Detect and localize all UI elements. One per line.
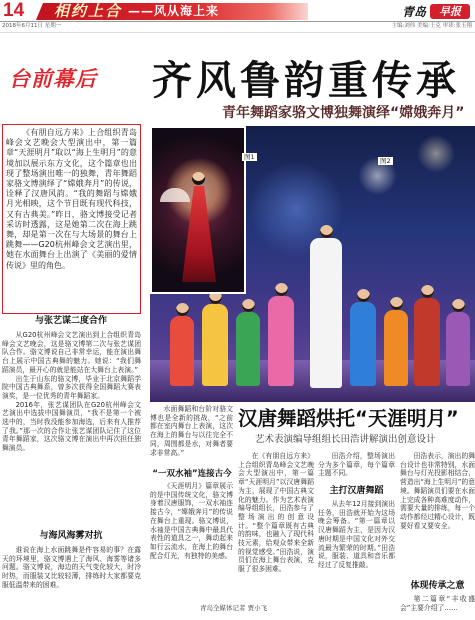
article-column	[318, 500, 395, 602]
intro-box	[2, 124, 141, 314]
main-headline: 齐风鲁韵重传承	[152, 58, 460, 104]
performer-figure	[268, 296, 294, 386]
subheading-water-sleeve: “一双水袖”连接古今	[152, 469, 232, 479]
performer-figure	[202, 304, 228, 386]
article-column	[150, 482, 233, 602]
header-rule	[0, 21, 475, 22]
performer-figure	[350, 302, 376, 386]
performer-figure	[236, 312, 260, 386]
body-paragraph: 田浩介绍，整场演出分为多个篇章，每个篇章主题不同。	[318, 452, 395, 478]
second-headline: 汉唐舞蹈烘托“天涯明月”	[238, 407, 459, 430]
page-number: 14	[3, 0, 25, 21]
subheading-han-tang: 主打汉唐舞蹈	[329, 486, 384, 496]
body-paragraph: 水面舞蹈和台阶对骆文博也是全新的挑战，“之前都在室内舞台上表演，这次在海上的舞台与以往完全不同，周围都是水，对舞者要求非常高。”	[150, 405, 233, 457]
main-subheadline: 青年舞蹈家骆文博独舞演绎“嫦娥奔月”	[222, 105, 465, 121]
performer-figure	[384, 310, 408, 386]
body-paragraph: 谁说在海上水面跳舞是件容易的事？在露天的环境里，骆文博遇上了海风、海雾等诸多问题。骆文博说，海边的天气变化较大，时冷时热，而服装又比较轻薄，排练时大家都要克服低温带来的困难。	[2, 546, 141, 589]
body-paragraph: 在《有朋自远方来》上合组织青岛峰会文艺晚会大型演出中，第一篇章“天涯明月”以汉唐舞蹈为主，展现了中国古典文化的魅力。作为艺术表演编导组组长，田浩参与了整场演出的创意设计。“整个篇章既有古典的韵味，也融入了现代科技元素，给观众带来全新的视觉感受。”田浩说，演员们在海上舞台表演，克服了很多困难。	[238, 452, 314, 574]
article-column	[150, 405, 233, 468]
article-column	[318, 452, 395, 485]
paper-logo-text: 青岛	[402, 5, 427, 19]
body-paragraph: 从去年12月接到演出任务，田浩就开始为这场晚会筹备。“第一篇章以汉唐舞蹈为主，是因为汉唐时期是中国文化对外交流最为繁荣的时期。”田浩说，服装、道具和音乐都经过了反复推敲。	[318, 500, 395, 569]
stage-photo	[150, 126, 475, 402]
photo-label-2: 图2	[380, 157, 391, 165]
subheading-wind-fog: 与海风海雾对抗	[39, 531, 103, 541]
banner-subtitle: ——风从海上来	[128, 4, 220, 18]
article-column	[400, 452, 475, 580]
second-subheadline: 艺术表演编导组组长田浩讲解演出创意设计	[255, 434, 436, 445]
body-paragraph: 田浩表示，演出的舞台设计也非常特别，水面舞台与灯光投影相结合，营造出“海上生明月”的意境。舞蹈演员们要在水面上完成各种高难度动作，需要大量的排练，每一个动作都经过精心设计，既要好看又要安全。	[400, 452, 475, 530]
performer-figure	[414, 298, 440, 386]
body-paragraph: 出生于山东的骆文博，毕业于北京舞蹈学院中国古典舞系，曾多次获得全国舞蹈大赛表演奖，是一位优秀的青年舞蹈家。	[2, 374, 141, 400]
intro-paragraph: 《有朋自远方来》上合组织青岛峰会文艺晚会大型演出中，第一篇章“天涯明月”取以“海上生明月”的意境加以展示东方文化，这个篇章也出现了整场演出唯一的独舞，青年舞蹈家骆文博演绎了“嫦娥奔月”的传说，诠释了汉唐风韵。“我的舞蹈与嫦娥月光相映，这个节目既有现代科技，又有古典美。”昨日，骆文博接受记者采访时透露，这是她第二次在海上跳舞，却是第一次在与大场景的舞台上跳舞——G20杭州峰会文艺演出里，她在水面舞台上出演了《美丽的爱情传说》里的角色。	[6, 128, 137, 270]
body-paragraph: 第二篇章“丰收盛会”主要介绍了……	[400, 595, 475, 612]
paper-logo-badge: 早报	[430, 4, 470, 19]
section-label: 台前幕后	[9, 67, 97, 91]
article-column	[238, 452, 314, 600]
dancer-head	[192, 172, 205, 185]
subheading-heritage: 体现传承之意	[410, 581, 465, 591]
performer-figure	[310, 238, 342, 388]
issue-date: 2018年6月11日 星期一	[2, 23, 62, 29]
body-paragraph: 2016年，张艺谋团队在G20杭州峰会文艺演出中选拔中国舞演员，“我不是第一个被选中的，当时我没能参加海选，后来有人推荐了我。”那一次的合作让张艺谋团队记住了这位青年舞蹈家，这次骆文博在演出中再次担任独舞演员。	[2, 400, 141, 453]
body-paragraph: 《天涯明月》篇章展示的是中国传统文化，骆文博身着汉唐服饰，一双水袖连接古今，“嫦娥奔月”的传说在舞台上重现。骆文博说，水袖是中国古典舞中最具代表性的道具之一，舞动起来如行云流水，在海上的舞台配合灯光，有独特的美感。	[150, 482, 233, 560]
banner-title: 相约上合	[54, 2, 123, 20]
dancer-inset-photo	[150, 126, 246, 294]
editors-credit: 主编:刘伟 美编:王克 审读:张玉翔	[391, 23, 472, 29]
body-paragraph: 从G20杭州峰会文艺演出到上合组织青岛峰会文艺晚会，这是骆文博第二次与张艺谋团队合作。骆文博说自己非常幸运，能在演出舞台上展示中国古典舞的魅力。她说：“我们舞蹈演员，最开心的就是能站在大舞台上表演。”	[2, 331, 141, 374]
performer-figure	[446, 312, 470, 386]
performer-figure	[170, 316, 194, 386]
article-column	[2, 331, 141, 529]
subheading-zhang: 与张艺谋二度合作	[34, 316, 107, 326]
byline: 青岛全媒体记者 贾小飞	[200, 604, 268, 612]
photo-label-1: 图1	[244, 153, 255, 161]
article-column	[2, 546, 141, 618]
header-divider	[0, 32, 475, 33]
article-column	[400, 595, 475, 617]
